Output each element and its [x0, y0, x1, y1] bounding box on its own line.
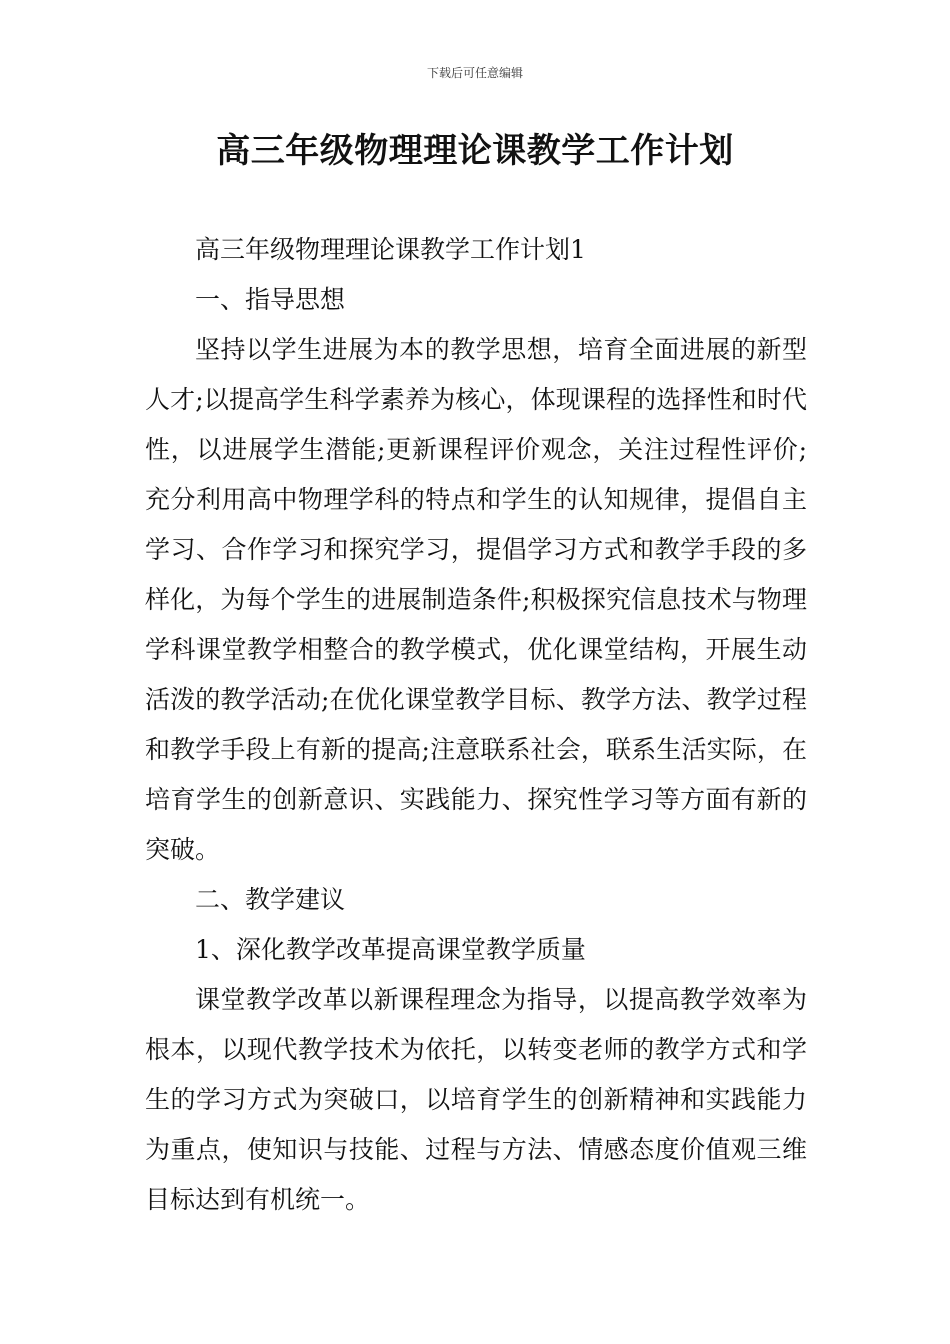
body-paragraph: 坚持以学生进展为本的教学思想，培育全面进展的新型人才;以提高学生科学素养为核心，体现课程的选择性和时代性，以进展学生潜能;更新课程评价观念，关注过程性评价;充分利用高中物理学科的特点和学生的认知规律，提倡自主学习、合作学习和探究学习，提倡学习方式和教学手段的多样化，为每个学生的进展制造条件;积极探究信息技术与物理学科课堂教学相整合的教学模式，优化课堂结构，开展生动活泼的教学活动;在优化课堂教学目标、教学方法、教学过程和教学手段上有新的提高;注意联系社会，联系生活实际，在培育学生的创新意识、实践能力、探究性学习等方面有新的突破。: [145, 335, 807, 864]
document-title: 高三年级物理理论课教学工作计划: [216, 131, 734, 171]
subsection-heading: 1、深化教学改革提高课堂教学质量: [195, 935, 586, 964]
section-heading-guiding-ideas: 一、指导思想: [195, 285, 346, 314]
section-heading-teaching-suggestions: 二、教学建议: [195, 885, 346, 914]
document-body: [145, 225, 807, 1225]
subtitle-paragraph: 高三年级物理理论课教学工作计划1: [195, 235, 586, 264]
body-paragraph: 课堂教学改革以新课程理念为指导，以提高教学效率为根本，以现代教学技术为依托，以转变老师的教学方式和学生的学习方式为突破口，以培育学生的创新精神和实践能力为重点，使知识与技能、过程与方法、情感态度价值观三维目标达到有机统一。: [145, 985, 807, 1214]
page-header-note: 下载后可任意编辑: [426, 66, 523, 80]
